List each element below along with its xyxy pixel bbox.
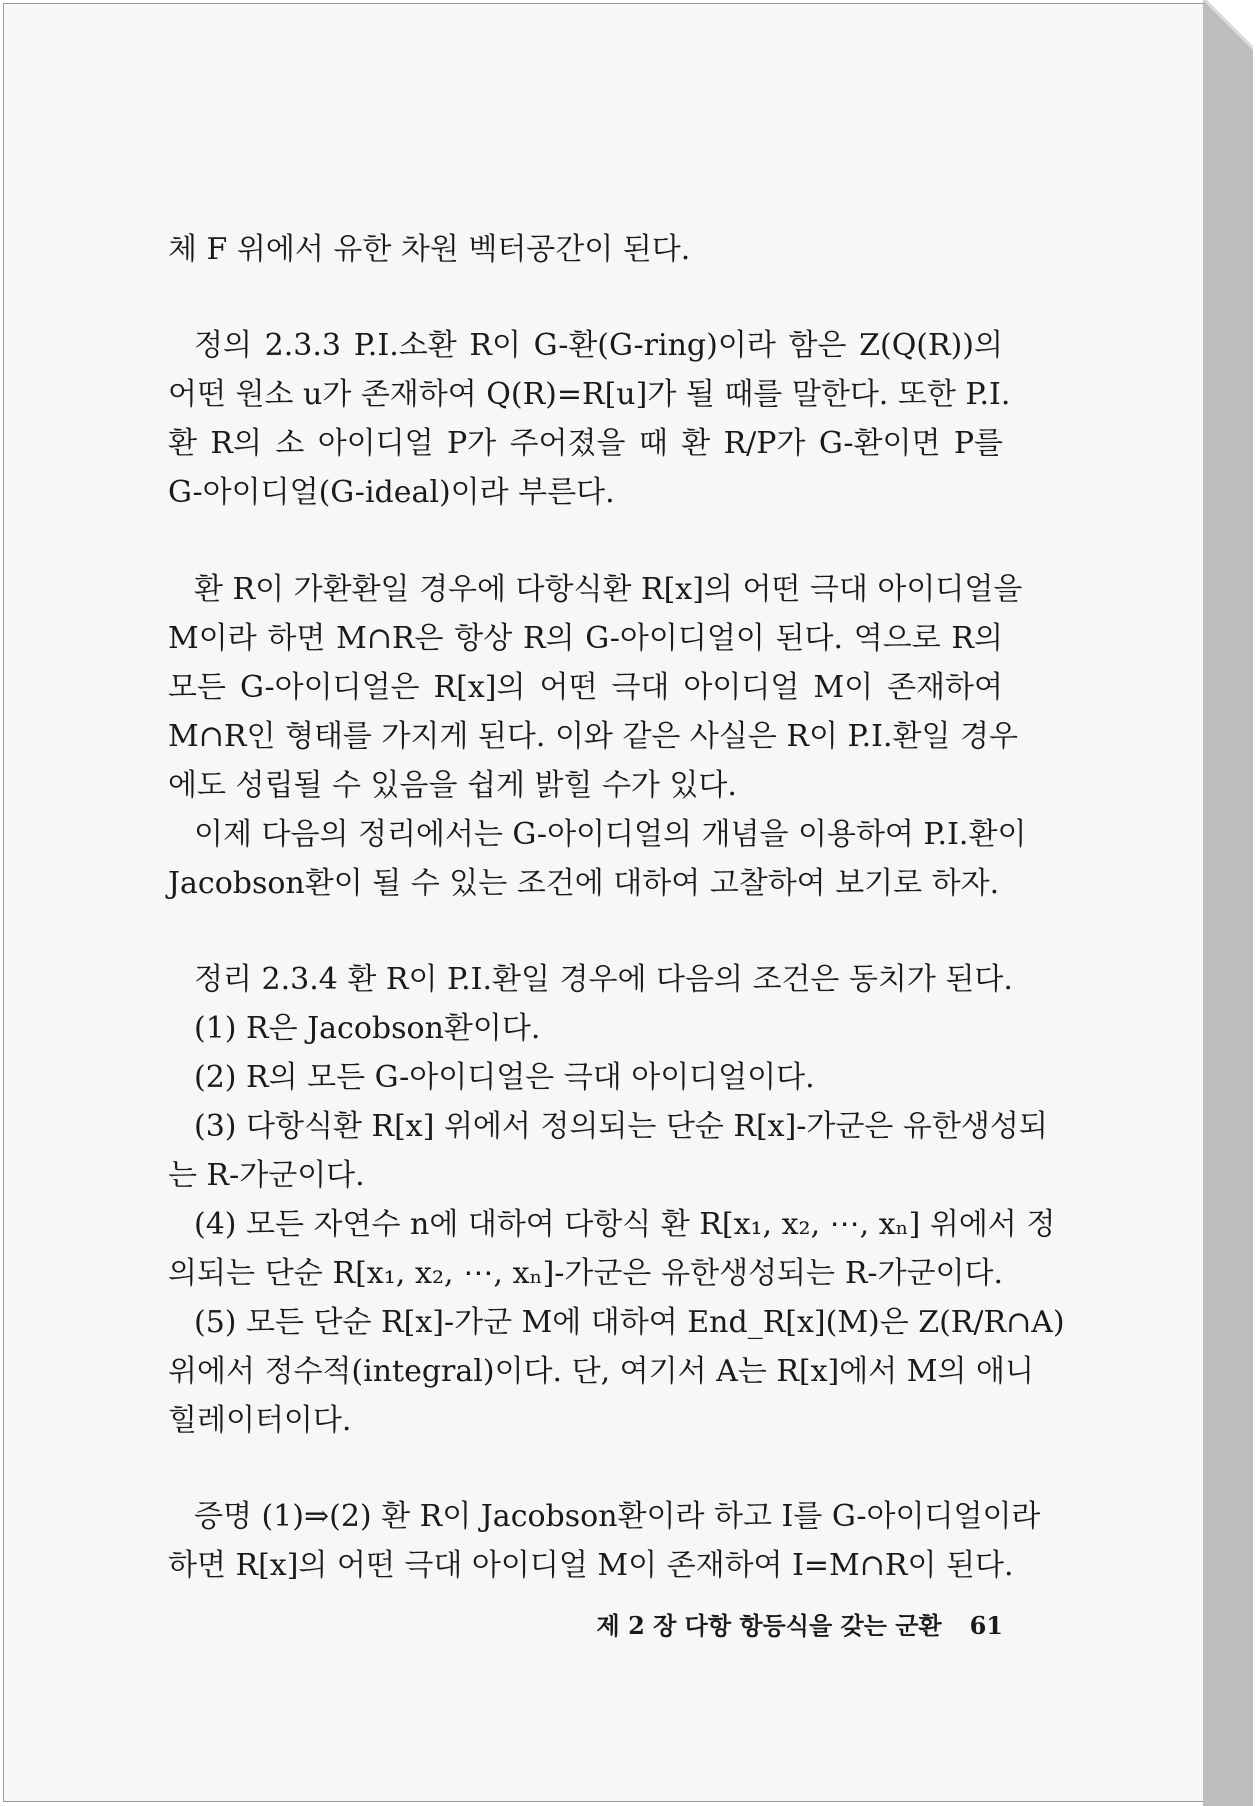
page-footer <box>588 1606 1003 1641</box>
paragraph-line-2: M이라 하면 M∩R은 항상 R의 G-아이디얼이 된다. 역으로 R의 <box>168 621 1003 656</box>
condition-4-line-2: 의되는 단순 R[x₁, x₂, ⋯, xₙ]-가군은 유한생성되는 R-가군이다. <box>168 1256 1003 1291</box>
text-line-1: 체 F 위에서 유한 차원 벡터공간이 된다. <box>168 232 691 267</box>
theorem-2-3-4-statement: 정리 2.3.4 환 R이 P.I.환일 경우에 다음의 조건은 동치가 된다. <box>194 962 1013 997</box>
condition-3-line-1: (3) 다항식환 R[x] 위에서 정의되는 단순 R[x]-가군은 유한생성되 <box>194 1109 1048 1144</box>
proof-line-1: 증명 (1)⇒(2) 환 R이 Jacobson환이라 하고 I를 G-아이디얼이라 <box>194 1499 1041 1534</box>
condition-5-line-3: 힐레이터이다. <box>168 1403 352 1438</box>
paragraph-line-3: 모든 G-아이디얼은 R[x]의 어떤 극대 아이디얼 M이 존재하여 <box>168 670 1003 705</box>
condition-5-line-1: (5) 모든 단순 R[x]-가군 M에 대하여 End_R[x](M)은 Z(R/R∩A) <box>194 1305 1065 1340</box>
paragraph-line-7: Jacobson환이 될 수 있는 조건에 대하여 고찰하여 보기로 하자. <box>168 866 1000 901</box>
paragraph-line-5: 에도 성립될 수 있음을 쉽게 밝힐 수가 있다. <box>168 768 737 803</box>
condition-2: (2) R의 모든 G-아이디얼은 극대 아이디얼이다. <box>194 1060 815 1095</box>
definition-2-3-3-line-2: 어떤 원소 u가 존재하여 Q(R)=R[u]가 될 때를 말한다. 또한 P.I. <box>168 377 1011 412</box>
definition-2-3-3-line-3: 환 R의 소 아이디얼 P가 주어졌을 때 환 R/P가 G-환이면 P를 <box>168 426 1003 461</box>
definition-2-3-3-line-4: G-아이디얼(G-ideal)이라 부른다. <box>168 475 615 510</box>
definition-2-3-3-line-1: 정의 2.3.3 P.I.소환 R이 G-환(G-ring)이라 함은 Z(Q(R))의 <box>194 328 1003 363</box>
paragraph-line-6: 이제 다음의 정리에서는 G-아이디얼의 개념을 이용하여 P.I.환이 <box>194 817 1027 852</box>
condition-4-line-1: (4) 모든 자연수 n에 대하여 다항식 환 R[x₁, x₂, ⋯, xₙ] 위에서 정 <box>194 1207 1056 1242</box>
running-chapter-title: 제 2 장 다항 항등식을 갖는 군환 <box>596 1611 942 1640</box>
paragraph-line-4: M∩R인 형태를 가지게 된다. 이와 같은 사실은 R이 P.I.환일 경우 <box>168 719 1019 754</box>
paragraph-line-1: 환 R이 가환환일 경우에 다항식환 R[x]의 어떤 극대 아이디얼을 <box>194 572 1023 607</box>
proof-line-2: 하면 R[x]의 어떤 극대 아이디얼 M이 존재하여 I=M∩R이 된다. <box>168 1548 1014 1583</box>
condition-1: (1) R은 Jacobson환이다. <box>194 1011 541 1046</box>
condition-5-line-2: 위에서 정수적(integral)이다. 단, 여기서 A는 R[x]에서 M의 애니 <box>168 1354 1034 1389</box>
page-edge-shadow <box>1203 0 1253 1806</box>
page-number: 61 <box>969 1611 1003 1640</box>
condition-3-line-2: 는 R-가군이다. <box>168 1158 365 1193</box>
